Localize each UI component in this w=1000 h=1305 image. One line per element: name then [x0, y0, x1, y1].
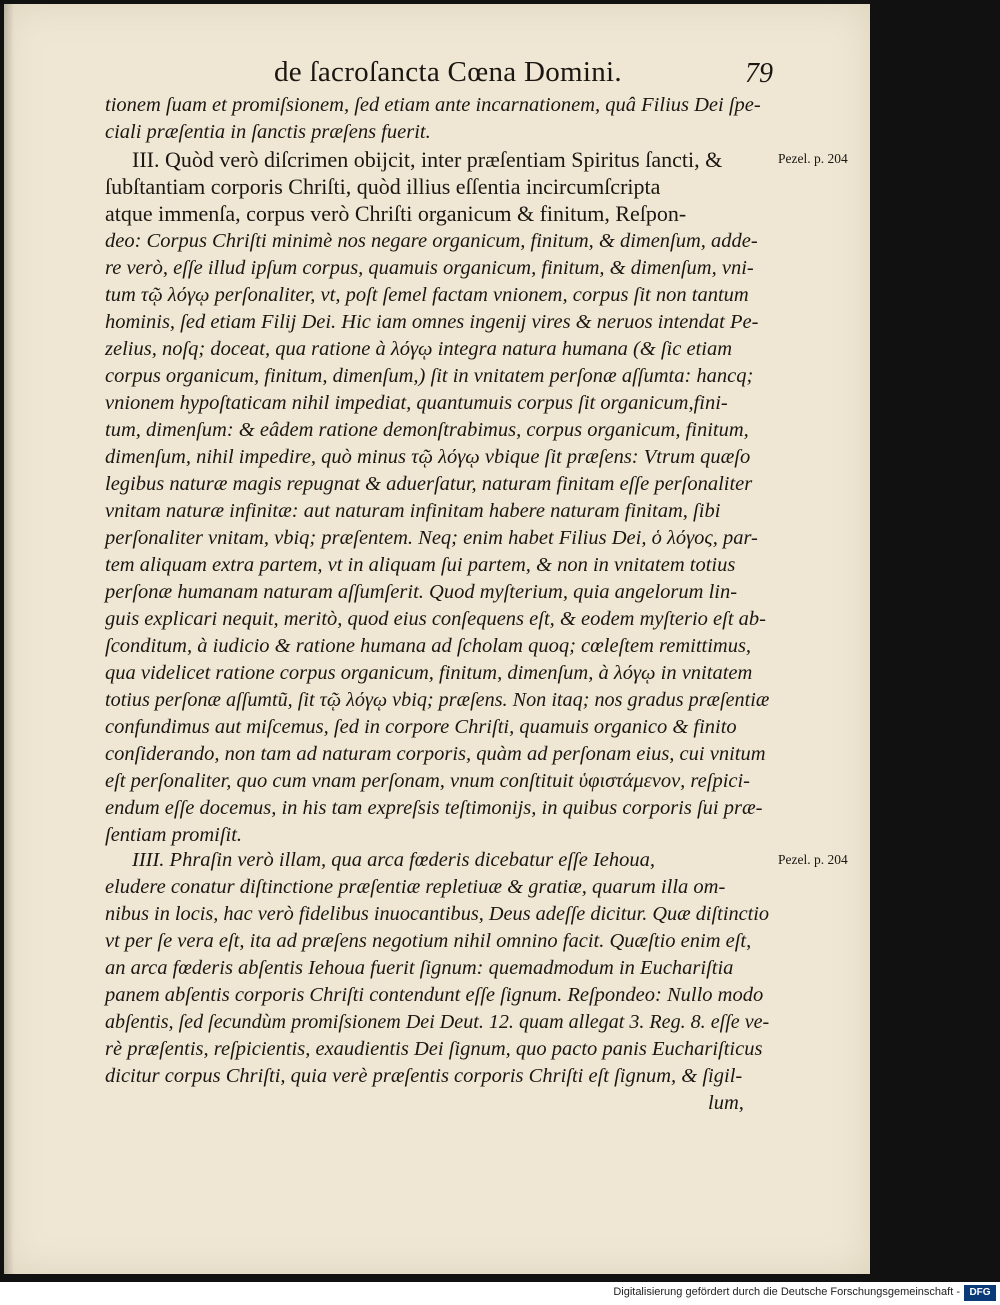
text-line: tum τῷ λόγῳ perſonaliter, vt, poſt ſemel factam vnionem, corpus ſit non tantum: [105, 284, 749, 306]
text-line: ſconditum, à iudicio & ratione humana ad ſcholam quoq; cœleſtem remittimus,: [105, 635, 752, 657]
text-line: perſonaliter vnitam, vbiq; præſentem. Neq; enim habet Filius Dei, ὁ λόγος, par-: [105, 527, 758, 549]
text-line: abſentis, ſed ſecundùm promiſsionem Dei Deut. 12. quam allegat 3. Reg. 8. eſſe ve-: [105, 1011, 770, 1033]
footer-bar: [0, 1282, 1000, 1305]
text-line: tem aliquam extra partem, vt in aliquam ſui partem, & non in vnitatem totius: [105, 554, 736, 576]
text-line: ciali præſentia in ſanctis præſens fuerit.: [105, 121, 431, 143]
text-line: vt per ſe vera eſt, ita ad præſens negotium nihil omnino facit. Quæſtio enim eſt,: [105, 930, 752, 952]
text-line: re verò, eſſe illud ipſum corpus, quamuis organicum, finitum, & dimenſum, vni-: [105, 257, 754, 279]
text-line: guis explicari nequit, meritò, quod eius conſequens eſt, & eodem myſterio eſt ab-: [105, 608, 766, 630]
text-line: eludere conatur diſtinctione præſentiæ repletiuæ & gratiæ, quarum illa om-: [105, 876, 726, 898]
text-line: lum,: [708, 1092, 744, 1114]
text-line: corpus organicum, finitum, dimenſum,) ſit in vnitatem perſonæ aſſumta: hancq;: [105, 365, 754, 387]
running-title: de ſacroſancta Cœna Domini.: [274, 56, 622, 88]
text-line: qua videlicet ratione corpus organicum, finitum, dimenſum, à λόγῳ in vnitatem: [105, 662, 753, 684]
book-page: [4, 4, 870, 1274]
page-number: 79: [745, 58, 773, 89]
text-line: tionem ſuam et promiſsionem, ſed etiam ante incarnationem, quâ Filius Dei ſpe-: [105, 94, 761, 116]
margin-note: Pezel. p. 204: [778, 151, 848, 166]
text-line: vnionem hypoſtaticam nihil impediat, quantumuis corpus ſit organicum,fini-: [105, 392, 728, 414]
text-line: endum eſſe docemus, in his tam expreſsis teſtimonijs, in quibus corporis ſui præ-: [105, 797, 763, 819]
text-line: deo: Corpus Chriſti minimè nos negare organicum, finitum, & dimenſum, adde-: [105, 230, 758, 252]
text-line: dimenſum, nihil impedire, quò minus τῷ λόγῳ vbique ſit præſens: Vtrum quæſo: [105, 446, 751, 468]
text-line: ſentiam promiſit.: [105, 824, 243, 846]
text-line: conſiderando, non tam ad naturam corporis, quàm ad perſonam eius, cui vnitum: [105, 743, 766, 765]
margin-note: Pezel. p. 204: [778, 852, 848, 867]
text-line: confundimus aut miſcemus, ſed in corpore Chriſti, quamuis organico & finito: [105, 716, 737, 738]
text-line: IIII. Phraſin verò illam, qua arca fœderis dicebatur eſſe Iehoua,: [132, 849, 656, 871]
funding-credit: Digitalisierung gefördert durch die Deutsche Forschungsgemeinschaft -: [613, 1286, 960, 1298]
text-line: eſt perſonaliter, quo cum vnam perſonam, vnum conſtituit ὑφιστάμενον, reſpici-: [105, 770, 751, 792]
text-line: nibus in locis, hac verò fidelibus inuocantibus, Deus adeſſe dicitur. Quæ diſtinctio: [105, 903, 770, 925]
text-line: atque immenſa, corpus verò Chriſti organicum & finitum, Reſpon-: [105, 201, 687, 226]
page-header: [4, 56, 870, 96]
text-line: panem abſentis corporis Chriſti contendunt eſſe ſignum. Reſpondeo: Nullo modo: [105, 984, 764, 1006]
text-line: legibus naturæ magis repugnat & aduerſatur, naturam finitam eſſe perſonaliter: [105, 473, 753, 495]
text-line: III. Quòd verò diſcrimen obijcit, inter præſentiam Spiritus ſancti, &: [132, 147, 723, 172]
text-line: perſonæ humanam naturam aſſumſerit. Quod myſterium, quia angelorum lin-: [105, 581, 738, 603]
text-line: rè præſentis, reſpicientis, exaudientis Dei ſignum, quo pacto panis Euchariſticus: [105, 1038, 763, 1060]
dfg-logo: DFG: [964, 1285, 996, 1301]
text-line: ſubſtantiam corporis Chriſti, quòd illius eſſentia incircumſcripta: [105, 174, 661, 199]
text-line: an arca fœderis abſentis Iehoua fuerit ſignum: quemadmodum in Euchariſtia: [105, 957, 734, 979]
text-line: tum, dimenſum: & eâdem ratione demonſtrabimus, corpus organicum, finitum,: [105, 419, 749, 441]
text-line: dicitur corpus Chriſti, quia verè præſentis corporis Chriſti eſt ſignum, & ſigil-: [105, 1065, 743, 1087]
text-line: zelius, noſq; doceat, qua ratione à λόγῳ integra natura humana (& ſic etiam: [105, 338, 733, 360]
page-gutter-shadow: [4, 4, 14, 1274]
text-line: hominis, ſed etiam Filij Dei. Hic iam omnes ingenij vires & neruos intendat Pe-: [105, 311, 759, 333]
text-line: totius perſonæ aſſumtũ, ſit τῷ λόγῳ vbiq; præſens. Non itaq; nos gradus præſentiæ: [105, 689, 770, 711]
text-line: vnitam naturæ infinitæ: aut naturam infinitam habere naturam finitam, ſibi: [105, 500, 721, 522]
